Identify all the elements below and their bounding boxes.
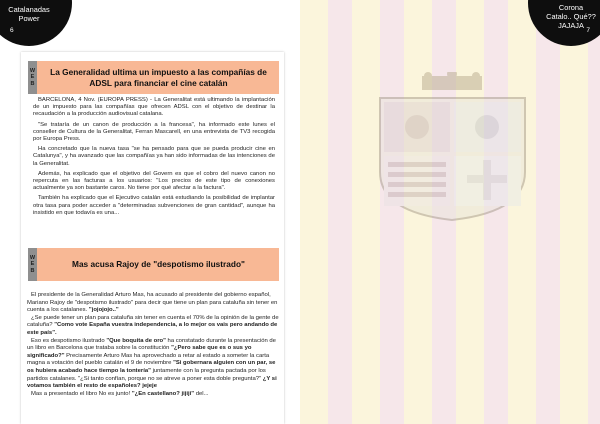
article2-paragraph bbox=[27, 391, 279, 399]
web-tag-letter-b: B bbox=[30, 80, 35, 87]
left-page-number: 6 bbox=[10, 27, 14, 34]
article2-emphasis: "Que boquita de oro" bbox=[106, 337, 166, 344]
web-tag-letter-e: E bbox=[30, 74, 35, 81]
article2-emphasis: "¿En castellano? jijiji" bbox=[131, 390, 195, 397]
article2-emphasis: "Como vote España vuestra independencia, a lo mejor os vais pero andando de este país". bbox=[27, 322, 278, 336]
article2-paragraph bbox=[27, 292, 279, 315]
article2-body bbox=[27, 292, 279, 398]
left-header-badge bbox=[0, 0, 72, 46]
article1-paragraph: También ha explicado que el Ejecutivo catalán está estudiando la posibilidad de implantar otra tasa para poder acceder a "determinadas subvenciones de gran cantidad", aunque ha insistido en que todavía es una... bbox=[33, 195, 275, 216]
article2-text: Eso es despotismo ilustrado bbox=[31, 337, 105, 344]
article2-text: Mas a presentado el libro No es junto! bbox=[31, 390, 131, 397]
article2-text: "¿Si tanto confían, porque no se atreve a poner esta doble pregunta?" bbox=[78, 375, 262, 382]
article2-title: Mas acusa Rajoy de "despotismo ilustrado" bbox=[72, 259, 245, 270]
article1-paragraph: Ha concretado que la nueva tasa "se ha pensado para que se pueda producir cine en Catalunya", y ha avanzado que las compañías ya han sido informadas de las intenciones de la Generalitat. bbox=[33, 146, 275, 167]
article2-text: juntamente con la pregunta pactada por los partidos catalanes. bbox=[27, 367, 266, 382]
article1-paragraph: "Se trataría de un canon de producción a la francesa", ha informado este lunes el conseller de Cultura de la Generalitat, Ferran Mascarell, en una entrevista de TV3 recogida por Europa Press. bbox=[33, 121, 275, 143]
article2-text: El presidente de la Generalidad Arturo Mas, ha acusado al presidente del gobierno español, Mariano Rajoy de "despotismo ilustrado" para decir que tiene un plan para cataluña sin tener en cuenta a los catalanes. bbox=[27, 292, 278, 314]
coat-of-arms-watermark bbox=[370, 72, 535, 222]
right-header-badge bbox=[528, 0, 600, 46]
web-tag bbox=[28, 61, 37, 94]
web-tag bbox=[28, 248, 37, 281]
article1-title-bar bbox=[28, 61, 279, 94]
article2-emphasis: "jojojojo.." bbox=[88, 307, 119, 314]
right-header-title-2: Catalo.. Qué?? bbox=[546, 12, 596, 21]
article2-text: ¿Se puede tener un plan para cataluña sin tener en cuenta el 70% de la opinión de la gente de cataluña? bbox=[27, 314, 279, 329]
crown-emblem bbox=[422, 72, 482, 90]
shield-emblem bbox=[380, 98, 525, 220]
right-page-number: 7 bbox=[586, 27, 590, 34]
article2-text: Precisamente Arturo Mas ha aprovechado a retar al estado a someter la carta magna a votación del pueblo catalán el 9 de noviembre bbox=[27, 352, 270, 367]
left-header-title-1: Catalanadas bbox=[8, 5, 50, 14]
article1-paragraph: Además, ha explicado que el objetivo del Govern es que el cobro del nuevo canon no repercuta en las facturas a los usuarios: "Los precios de este tipo de conexiones actualmente ya son bastante caros. No tiene por qué afectar a la factura". bbox=[33, 170, 275, 192]
web-tag-letter-b: B bbox=[30, 267, 35, 274]
web-tag-letter-e: E bbox=[30, 261, 35, 268]
article2-title-bar bbox=[28, 248, 279, 281]
article2-emphasis: "Si gobernara alguien con un par, se os hubiera acabado hace tiempo la tontería" bbox=[27, 360, 276, 374]
article1-body bbox=[33, 97, 275, 217]
article2-text: ha constatado durante la presentación de un libro en Barcelona que trataba sobre la constitución bbox=[27, 337, 276, 352]
right-header-title-1: Corona bbox=[558, 3, 584, 12]
article1-title: La Generalidad ultima un impuesto a las compañías de ADSL para financiar el cine catalán bbox=[50, 67, 267, 88]
article2-emphasis: "¿Pero sabe que es o sus yo significado?" bbox=[27, 345, 252, 359]
left-header-title-2: Power bbox=[18, 14, 40, 23]
right-header-title-3: JAJAJA bbox=[558, 21, 584, 30]
web-tag-letter-w: W bbox=[29, 67, 36, 74]
article2-paragraph bbox=[27, 338, 279, 391]
article2-text: del... bbox=[195, 390, 209, 397]
article2-emphasis: ¿Y si votamos también el resto de españoles? jejeje bbox=[27, 375, 277, 390]
web-tag-letter-w: W bbox=[29, 254, 36, 261]
article-card bbox=[21, 52, 284, 424]
article2-paragraph bbox=[27, 315, 279, 338]
right-page bbox=[300, 0, 600, 424]
article1-paragraph: BARCELONA, 4 Nov. (EUROPA PRESS) - La Generalitat está ultimando la implantación de un impuesto para las compañías que ofrecen ADSL con el objetivo de destinar la recaudación a la producción audiovisual catalana. bbox=[33, 97, 275, 118]
